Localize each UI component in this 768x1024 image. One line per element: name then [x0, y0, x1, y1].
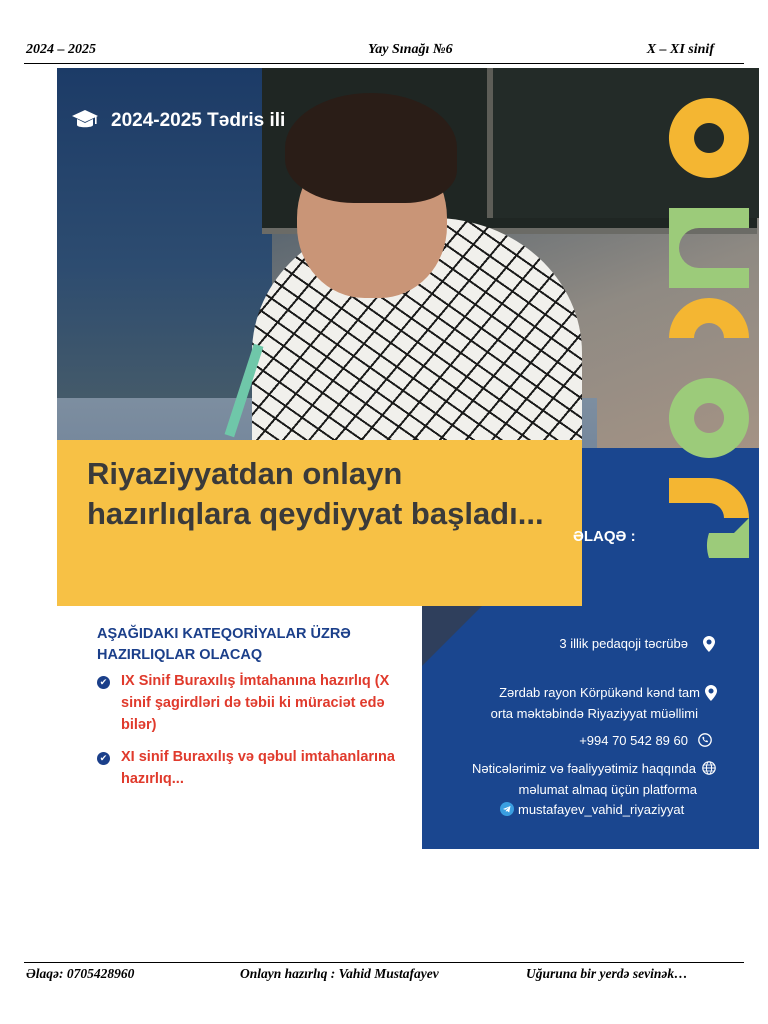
header-divider: [24, 63, 744, 64]
header-grades: X – XI sinif: [646, 42, 714, 57]
page-footer: [26, 966, 742, 986]
categories-title: AŞAĞIDAKI KATEQORİYALAR ÜZRƏ HAZIRLIQLAR OLACAQ: [97, 626, 351, 663]
info-line-1: Nəticələrimiz və fəaliyyətimiz haqqında: [472, 761, 696, 776]
categories-panel: [57, 606, 422, 849]
headline: Riyaziyyatdan onlayn hazırlıqlara qeydiyyat başladı...: [87, 456, 544, 531]
graduation-cap-icon: [71, 106, 99, 134]
header-title: Yay Sınağı №6: [368, 42, 453, 57]
telegram-handle: mustafayev_vahid_riyaziyyat: [518, 802, 685, 817]
check-icon: ✔: [97, 752, 110, 765]
info-line-2: məlumat almaq üçün platforma: [518, 782, 697, 797]
category-text: XI sinif Buraxılış və qəbul imtahanlarına hazırlıq...: [121, 749, 395, 787]
footer-prep: Onlayn hazırlıq : Vahid Mustafayev: [240, 966, 439, 981]
footer-contact: Əlaqə: 0705428960: [26, 966, 135, 981]
category-text: IX Sinif Buraxılış İmtahanına hazırlıq (X sinif şagirdləri də təbii ki müraciət edə bilər): [121, 673, 390, 733]
contact-heading: ƏLAQƏ :: [573, 528, 636, 545]
academic-year: 2024-2025 Tədris ili: [111, 110, 286, 131]
location-pin-icon: [703, 636, 715, 652]
header-year: 2024 – 2025: [26, 42, 96, 57]
footer-divider: [24, 962, 744, 963]
location-pin-icon: [705, 685, 717, 701]
experience-text: 3 illik pedaqoji təcrübə: [559, 636, 688, 651]
footer-slogan: Uğuruna bir yerdə sevinək…: [526, 966, 688, 981]
page-header: [26, 42, 742, 62]
workplace-line-1: Zərdab rayon Körpükənd kənd tam: [499, 685, 700, 700]
globe-icon: [702, 761, 716, 775]
phone-number: +994 70 542 89 60: [579, 733, 688, 748]
headline-banner: [57, 440, 582, 606]
workplace-line-2: orta məktəbində Riyaziyyat müəllimi: [490, 706, 698, 721]
phone-icon: [698, 733, 712, 747]
telegram-icon: [500, 802, 514, 816]
decorative-shapes: [659, 78, 759, 558]
check-icon: ✔: [97, 676, 110, 689]
